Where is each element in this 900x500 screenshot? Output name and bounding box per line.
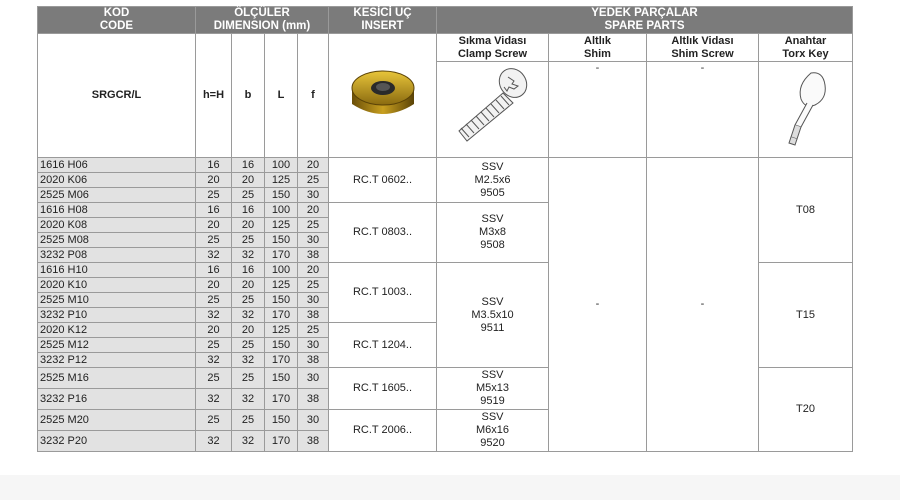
key-en-text: Torx Key (782, 47, 829, 60)
screw-number: 9520 (480, 437, 505, 449)
cell-f: 38 (298, 389, 329, 410)
cell-f: 38 (298, 308, 329, 323)
cell-f: 25 (298, 323, 329, 338)
header-kod-text: KOD (103, 7, 130, 19)
cell-b: 32 (232, 389, 265, 410)
screw-number: 9505 (480, 186, 505, 199)
screw-number: 9508 (480, 239, 505, 251)
clamp-screw-image (437, 62, 549, 158)
insert-cell: RC.T 1003.. (329, 263, 437, 323)
cell-h: 25 (196, 338, 232, 353)
key-cell: T20 (759, 368, 853, 452)
torx-key-image (759, 62, 853, 158)
cell-b: 20 (232, 323, 265, 338)
table-row-code: 2525 M08 (38, 233, 196, 248)
table-row-code: 2525 M06 (38, 188, 196, 203)
insert-cell: RC.T 0803.. (329, 203, 437, 263)
cell-L: 150 (265, 293, 298, 308)
shim-en-text: Shim (584, 47, 611, 60)
cell-L: 150 (265, 233, 298, 248)
screw-size: M3x8 (479, 226, 506, 238)
shimscrew-tr-text: Altlık Vidası (671, 34, 734, 47)
shim-screw-dash: - (647, 62, 759, 158)
cell-L: 170 (265, 431, 298, 452)
header-insert-text: INSERT (361, 20, 404, 32)
insert-cell: RC.T 1204.. (329, 323, 437, 368)
cell-L: 170 (265, 389, 298, 410)
cell-b: 20 (232, 218, 265, 233)
table-row-code: 2525 M12 (38, 338, 196, 353)
key-cell: T08 (759, 158, 853, 263)
cell-f: 38 (298, 431, 329, 452)
shim-dash: - (549, 62, 647, 158)
cell-f: 30 (298, 188, 329, 203)
clamp-screw-icon (445, 63, 541, 153)
clamp-tr-text: Sıkma Vidası (458, 34, 527, 47)
torx-key-icon (771, 63, 841, 153)
table-row-code: 3232 P10 (38, 308, 196, 323)
screw-cell (437, 263, 549, 368)
cell-L: 125 (265, 278, 298, 293)
screw-type: SSV (481, 369, 504, 381)
cell-f: 30 (298, 410, 329, 431)
screw-number: 9511 (480, 321, 505, 334)
header-dimension-text: DIMENSION (mm) (213, 20, 311, 32)
cell-f: 20 (298, 263, 329, 278)
screw-type: SSV (481, 213, 504, 225)
table-row-code: 2020 K06 (38, 173, 196, 188)
screw-number: 9519 (480, 395, 505, 407)
screw-type: SSV (481, 160, 504, 173)
cell-h: 32 (196, 389, 232, 410)
clamp-screw-header (437, 34, 549, 62)
cell-b: 32 (232, 308, 265, 323)
header-code (38, 7, 196, 34)
col-f: f (298, 34, 329, 158)
cell-b: 25 (232, 233, 265, 248)
table-row-code: 2525 M16 (38, 368, 196, 389)
shim-screw-header (647, 34, 759, 62)
cell-b: 32 (232, 353, 265, 368)
cell-L: 150 (265, 410, 298, 431)
table-row-code: 3232 P20 (38, 431, 196, 452)
screw-cell (437, 203, 549, 263)
cell-h: 20 (196, 218, 232, 233)
cell-L: 150 (265, 368, 298, 389)
cell-b: 16 (232, 263, 265, 278)
cell-f: 25 (298, 278, 329, 293)
insert-image (329, 34, 437, 158)
model-label: SRGCR/L (38, 34, 196, 158)
cell-L: 150 (265, 188, 298, 203)
cell-b: 32 (232, 431, 265, 452)
insert-cell: RC.T 1605.. (329, 368, 437, 410)
screw-type: SSV (481, 411, 504, 423)
screw-size: M5x13 (475, 382, 510, 394)
cell-b: 25 (232, 410, 265, 431)
col-L: L (265, 34, 298, 158)
cell-h: 16 (196, 203, 232, 218)
cell-b: 25 (232, 188, 265, 203)
cell-L: 100 (265, 158, 298, 173)
cell-f: 25 (298, 218, 329, 233)
cell-h: 16 (196, 263, 232, 278)
screw-type: SSV (481, 295, 504, 308)
cell-L: 170 (265, 248, 298, 263)
cell-b: 16 (232, 203, 265, 218)
cell-f: 38 (298, 248, 329, 263)
cell-h: 20 (196, 278, 232, 293)
header-code-text: CODE (99, 20, 134, 32)
header-insert (329, 7, 437, 34)
cell-b: 32 (232, 248, 265, 263)
table-row-code: 1616 H10 (38, 263, 196, 278)
cell-b: 20 (232, 278, 265, 293)
col-b: b (232, 34, 265, 158)
cell-b: 16 (232, 158, 265, 173)
shim-cell: - (549, 158, 647, 452)
cell-h: 32 (196, 308, 232, 323)
cell-L: 100 (265, 263, 298, 278)
torx-key-header (759, 34, 853, 62)
cell-f: 38 (298, 353, 329, 368)
clamp-en-text: Clamp Screw (457, 47, 528, 60)
cell-L: 125 (265, 218, 298, 233)
screw-size: M2.5x6 (474, 173, 511, 186)
screw-size: M6x16 (475, 424, 510, 436)
cell-L: 170 (265, 308, 298, 323)
header-spare-parts (437, 7, 853, 34)
round-insert-icon (346, 62, 420, 126)
key-tr-text: Anahtar (784, 34, 827, 47)
cell-h: 16 (196, 158, 232, 173)
page-footer-band (0, 475, 900, 500)
shim-header (549, 34, 647, 62)
key-cell: T15 (759, 263, 853, 368)
shim-screw-cell: - (647, 158, 759, 452)
cell-f: 30 (298, 338, 329, 353)
cell-b: 25 (232, 293, 265, 308)
col-h: h=H (196, 34, 232, 158)
cell-f: 30 (298, 293, 329, 308)
cell-f: 20 (298, 158, 329, 173)
cell-h: 25 (196, 233, 232, 248)
cell-L: 125 (265, 323, 298, 338)
cell-h: 20 (196, 323, 232, 338)
cell-h: 32 (196, 353, 232, 368)
cell-f: 20 (298, 203, 329, 218)
table-row-code: 3232 P12 (38, 353, 196, 368)
header-yedek-text: YEDEK PARÇALAR (591, 7, 698, 19)
screw-size: M3.5x10 (471, 308, 514, 321)
table-row-code: 2020 K10 (38, 278, 196, 293)
cell-h: 25 (196, 188, 232, 203)
table-row-code: 1616 H08 (38, 203, 196, 218)
spare-parts-table (37, 6, 853, 452)
cell-f: 25 (298, 173, 329, 188)
cell-L: 100 (265, 203, 298, 218)
header-dimensions (196, 7, 329, 34)
table-row-code: 3232 P16 (38, 389, 196, 410)
cell-L: 170 (265, 353, 298, 368)
table-row-code: 3232 P08 (38, 248, 196, 263)
cell-b: 25 (232, 368, 265, 389)
table-row-code: 2525 M10 (38, 293, 196, 308)
header-spare-text: SPARE PARTS (604, 20, 685, 32)
cell-h: 25 (196, 410, 232, 431)
cell-h: 25 (196, 368, 232, 389)
cell-f: 30 (298, 233, 329, 248)
cell-h: 25 (196, 293, 232, 308)
screw-cell (437, 158, 549, 203)
table-row-code: 2020 K08 (38, 218, 196, 233)
shimscrew-en-text: Shim Screw (671, 47, 734, 60)
shim-tr-text: Altlık (584, 34, 611, 47)
cell-h: 32 (196, 248, 232, 263)
cell-b: 20 (232, 173, 265, 188)
cell-L: 150 (265, 338, 298, 353)
table-row-code: 1616 H06 (38, 158, 196, 173)
insert-cell: RC.T 0602.. (329, 158, 437, 203)
cell-L: 125 (265, 173, 298, 188)
cell-h: 20 (196, 173, 232, 188)
header-olculer-text: ÖLÇÜLER (234, 7, 290, 19)
cell-b: 25 (232, 338, 265, 353)
cell-f: 30 (298, 368, 329, 389)
screw-cell (437, 410, 549, 452)
header-kesici-text: KESİCİ UÇ (353, 7, 412, 19)
screw-cell (437, 368, 549, 410)
table-row-code: 2020 K12 (38, 323, 196, 338)
table-row-code: 2525 M20 (38, 410, 196, 431)
cell-h: 32 (196, 431, 232, 452)
insert-cell: RC.T 2006.. (329, 410, 437, 452)
